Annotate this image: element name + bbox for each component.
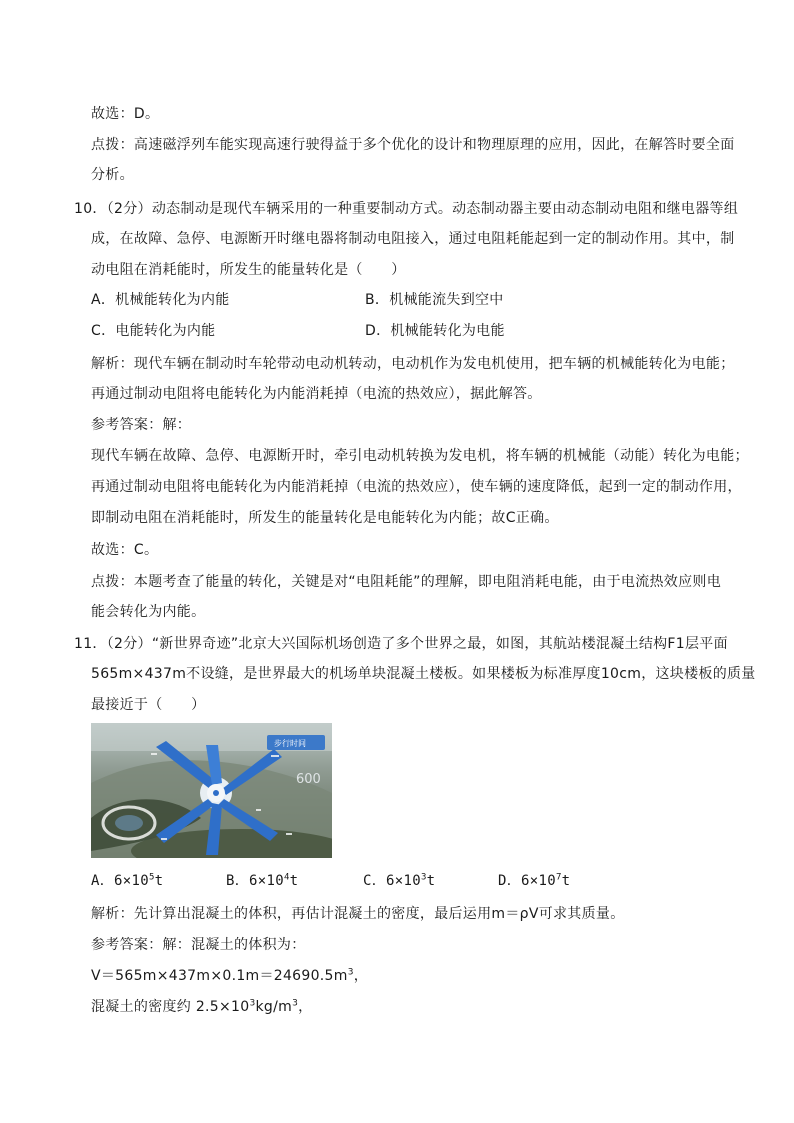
q10-comment-line-1: 点拨：本题考查了能量的转化，关键是对“电阻耗能”的理解，即电阻消耗电能，由于电流热效应则电 xyxy=(91,574,722,590)
q11-analysis: 解析：先计算出混凝土的体积，再估计混凝土的密度，最后运用m＝ρV可求其质量。 xyxy=(91,906,625,922)
q11-volume-formula: $V=565m\times 437m\times 0.1m=24690.5m^3$， xyxy=(91,967,369,984)
q10-solution-line-2: 再通过制动电阻将电能转化为内能消耗掉（电流的热效应），使车辆的速度降低，起到一定的制动作用， xyxy=(91,479,742,495)
q11-density-line: 混凝土的密度约 $2.5\times 10^3kg/m^3$， xyxy=(91,998,313,1015)
q10-analysis-line-1: 解析：现代车辆在制动时车轮带动电动机转动，电动机作为发电机使用，把车辆的机械能转化为电能； xyxy=(91,356,735,372)
prev-answer: 故选：D。 xyxy=(91,106,160,122)
prev-comment-line-1: 点拨：高速磁浮列车能实现高速行驶得益于多个优化的设计和物理原理的应用，因此，在解答时要全面 xyxy=(91,137,735,153)
prev-comment-line-2: 分析。 xyxy=(91,167,134,183)
q11-reference-heading: 参考答案：解：混凝土的体积为： xyxy=(91,937,306,953)
photo-number: 600 xyxy=(296,772,321,787)
q11-stem-line-2: 565m×437m不设缝，是世界最大的机场单块混凝土楼板。如果楼板为标准厚度10cm，这块楼板的质量 xyxy=(91,666,756,682)
q10-reference-heading: 参考答案：解： xyxy=(91,417,192,433)
q10-solution-line-3: 即制动电阻在消耗能时，所发生的能量转化是电能转化为内能；故C正确。 xyxy=(91,510,559,526)
q10-option-c: C．电能转化为内能 xyxy=(91,323,216,339)
q11-option-b: B．$6\times 10^4t$ xyxy=(226,872,299,889)
q11-option-c: C．$6\times 10^3t$ xyxy=(363,872,436,889)
q10-stem-line-3: 动电阻在消耗能时，所发生的能量转化是（ ） xyxy=(91,262,406,278)
q10-solution-line-1: 现代车辆在故障、急停、电源断开时，牵引电动机转换为发电机，将车辆的机械能（动能）转化为电能； xyxy=(91,448,749,464)
q10-answer: 故选：C。 xyxy=(91,542,159,558)
photo-caption: 步行时间 xyxy=(274,739,306,748)
q11-option-d: D．$6\times 10^7t$ xyxy=(498,872,571,889)
q10-option-d: D．机械能转化为电能 xyxy=(365,323,505,339)
q10-option-a: A．机械能转化为内能 xyxy=(91,292,230,308)
q11-option-a: A．$6\times 10^5t$ xyxy=(91,872,164,889)
q10-stem-line-2: 成，在故障、急停、电源断开时继电器将制动电阻接入，通过电阻耗能起到一定的制动作用。其中，制 xyxy=(91,231,735,247)
q10-comment-line-2: 能会转化为内能。 xyxy=(91,604,206,620)
q10-stem-line-1: 10．（2分）动态制动是现代车辆采用的一种重要制动方式。动态制动器主要由动态制动电阻和继电器等组 xyxy=(74,201,739,217)
q10-option-b: B．机械能流失到空中 xyxy=(365,292,504,308)
q11-stem-line-1: 11．（2分）“新世界奇迹”北京大兴国际机场创造了多个世界之最，如图，其航站楼混凝土结构F1层平面 xyxy=(74,636,728,652)
q11-stem-line-3: 最接近于（ ） xyxy=(91,697,206,713)
q10-analysis-line-2: 再通过制动电阻将电能转化为内能消耗掉（电流的热效应），据此解答。 xyxy=(91,386,542,402)
airport-aerial-photo xyxy=(91,723,332,858)
